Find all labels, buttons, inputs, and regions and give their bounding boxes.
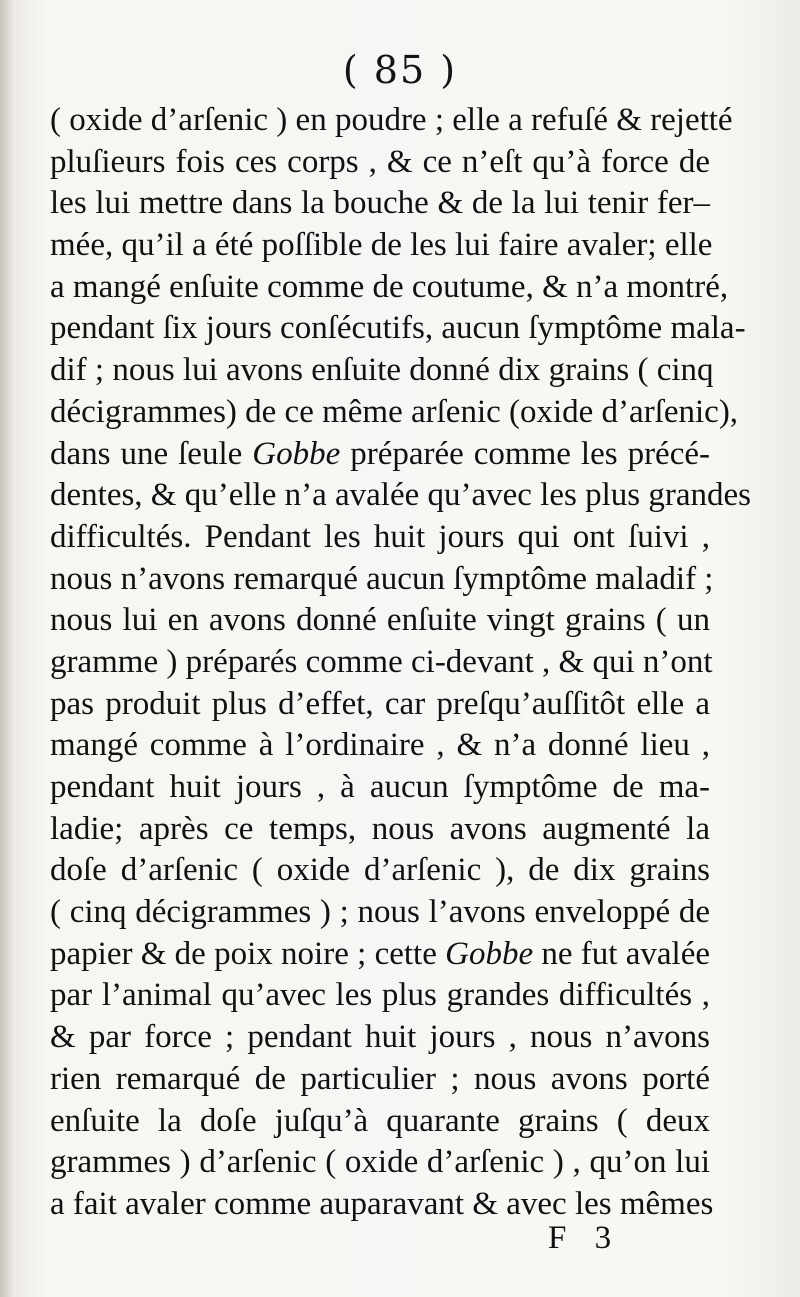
text-line xyxy=(50,1101,710,1143)
text-line xyxy=(50,434,710,476)
text-segment: grammes ) d’arſenic ( oxide d’arſenic ) , qu’on lui xyxy=(50,1144,710,1181)
page-number: ( 85 ) xyxy=(342,48,458,92)
text-segment: pendant ſix jours conſécutifs, aucun ſymptôme mala- xyxy=(50,310,746,347)
text-segment: gramme ) préparés comme ci-devant , & qui n’ont xyxy=(50,643,713,680)
text-segment: rien remarqué de particulier ; nous avons porté xyxy=(50,1060,710,1097)
gutter-shadow xyxy=(0,0,14,1297)
text-segment: difficultés. Pendant les huit jours qui ont ſuivi , xyxy=(50,518,710,555)
text-segment: ( oxide d’arſenic ) en poudre ; elle a refuſé & rejetté xyxy=(50,102,733,138)
text-line xyxy=(50,600,710,642)
italic-term: Gobbe xyxy=(252,435,341,472)
text-line xyxy=(50,725,710,767)
text-segment: décigrammes) de ce même arſenic (oxide d’arſenic), xyxy=(50,393,739,430)
text-line xyxy=(50,809,710,851)
text-line xyxy=(50,475,751,517)
text-segment: papier & de poix noire ; cette xyxy=(50,935,446,972)
text-segment: mée, qu’il a été poſſible de les lui faire avaler; elle xyxy=(50,227,713,264)
signature-mark: F 3 xyxy=(548,1220,622,1256)
text-segment: & par force ; pendant huit jours , nous n’avons xyxy=(50,1019,710,1056)
text-line xyxy=(50,142,710,184)
italic-term: Gobbe xyxy=(445,935,534,972)
text-line xyxy=(50,308,746,350)
text-line xyxy=(50,975,710,1017)
text-segment: nous lui en avons donné enſuite vingt grains ( un xyxy=(50,602,710,639)
text-segment: a fait avaler comme auparavant & avec les mêmes xyxy=(50,1185,714,1222)
text-line xyxy=(50,517,710,559)
text-segment: dans une ſeule xyxy=(50,435,253,472)
text-segment: pendant huit jours , à aucun ſymptôme de ma- xyxy=(50,769,710,805)
text-segment: ladie; après ce temps, nous avons augmenté la xyxy=(50,810,710,847)
text-segment: dif ; nous lui avons enſuite donné dix grains ( cinq xyxy=(50,352,714,389)
text-line xyxy=(50,267,729,309)
text-segment: les lui mettre dans la bouche & de la lui tenir fer– xyxy=(50,185,710,222)
text-segment: pluſieurs fois ces corps , & ce n’eſt qu’à force de xyxy=(50,143,710,180)
text-line xyxy=(50,350,714,392)
text-line xyxy=(50,559,714,601)
text-segment: nous n’avons remarqué aucun ſymptôme maladif ; xyxy=(50,560,714,597)
text-line xyxy=(50,1142,710,1184)
text-line xyxy=(50,1059,710,1101)
text-segment: par l’animal qu’avec les plus grandes difficultés , xyxy=(50,977,710,1014)
text-line xyxy=(50,100,733,142)
text-segment: ( cinq décigrammes ) ; nous l’avons enveloppé de xyxy=(50,894,710,931)
text-line xyxy=(50,225,713,267)
text-line xyxy=(50,767,710,809)
text-segment: pas produit plus d’effet, car preſqu’auſſitôt elle a xyxy=(50,685,710,722)
text-line xyxy=(50,684,710,726)
text-segment: mangé comme à l’ordinaire , & n’a donné lieu , xyxy=(50,727,710,764)
text-line xyxy=(50,850,710,892)
text-line xyxy=(50,892,710,934)
text-segment: dentes, & qu’elle n’a avalée qu’avec les plus grandes xyxy=(50,477,751,514)
text-segment: ne fut avalée xyxy=(533,935,711,972)
text-segment: doſe d’arſenic ( oxide d’arſenic ), de dix grains xyxy=(50,852,710,889)
text-segment: a mangé enſuite comme de coutume, & n’a montré, xyxy=(50,268,729,305)
text-line xyxy=(50,183,710,225)
text-line xyxy=(50,1017,710,1059)
text-line xyxy=(50,642,713,684)
text-segment: enſuite la doſe juſqu’à quarante grains ( deux xyxy=(50,1102,710,1139)
text-line xyxy=(50,934,710,976)
text-line xyxy=(50,392,739,434)
body-text xyxy=(50,100,751,1226)
text-segment: préparée comme les précé- xyxy=(340,435,710,472)
